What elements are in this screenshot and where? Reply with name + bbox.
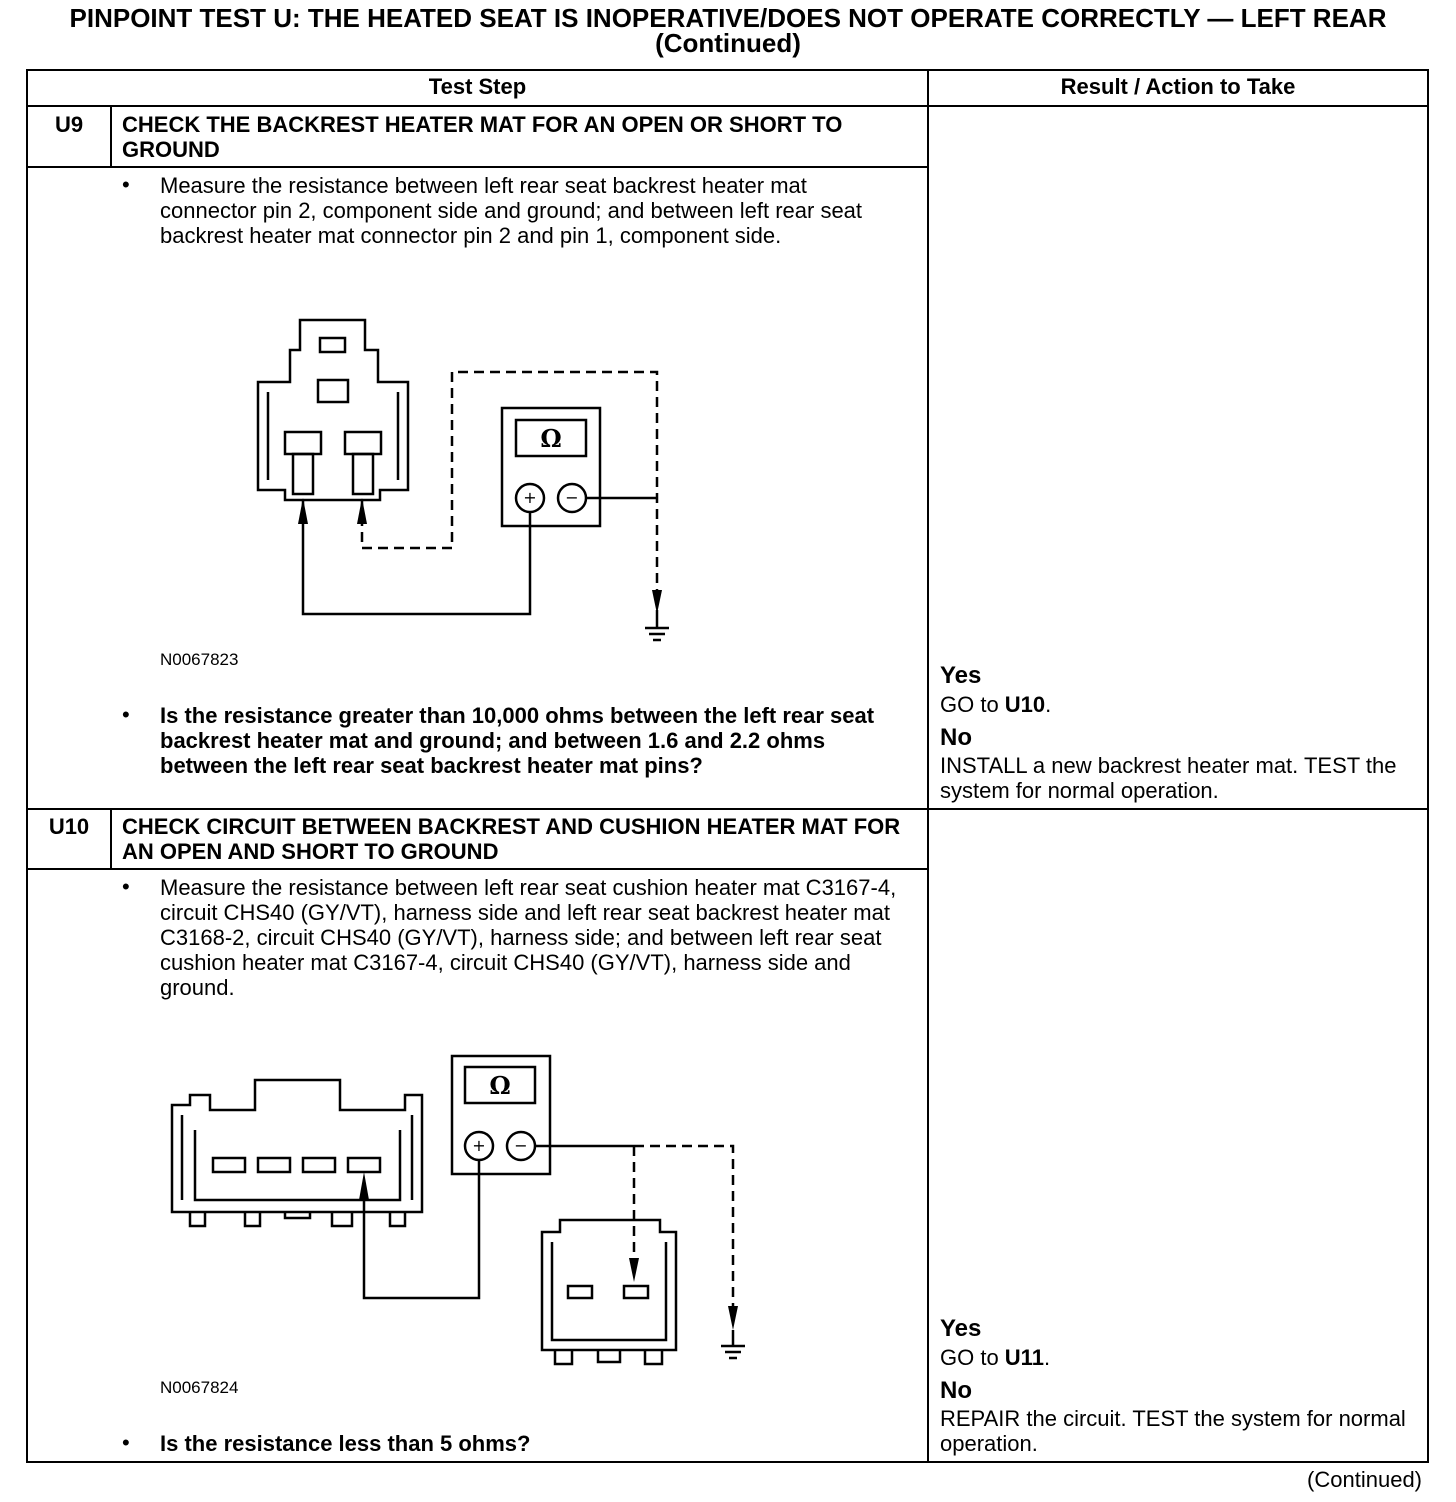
step-question: Is the resistance less than 5 ohms? — [160, 1431, 531, 1456]
connector-diagram — [240, 310, 680, 650]
svg-text:+: + — [523, 488, 537, 507]
bullet-dot: • — [122, 702, 130, 727]
result-no-text: INSTALL a new backrest heater mat. TEST the system for normal operation. — [940, 753, 1397, 803]
result-yes-label: Yes — [940, 1315, 982, 1342]
step-instruction: Measure the resistance between left rear seat backrest heater mat connector pin 2, component side and ground; and between left rear seat backrest heater mat connector pin 2 and pin 1, component side. — [160, 173, 863, 248]
svg-text:+: + — [472, 1136, 486, 1155]
meter-symbol: Ω — [540, 424, 562, 453]
meter-symbol: Ω — [489, 1071, 511, 1100]
figure-id: N0067823 — [160, 650, 239, 669]
bullet-dot: • — [122, 874, 130, 899]
header-test-step: Test Step — [428, 74, 527, 99]
figure-id: N0067824 — [160, 1378, 239, 1397]
step-id: U9 — [54, 112, 84, 137]
result-yes-text: GO to U11. — [940, 1345, 1051, 1370]
result-no-text: REPAIR the circuit. TEST the system for normal operation. — [940, 1406, 1406, 1456]
result-yes-text: GO to U10. — [940, 692, 1052, 717]
bullet-dot: • — [122, 172, 130, 197]
step-question: Is the resistance greater than 10,000 ohms between the left rear seat backrest heater mat and ground; and between 1.6 and 2.2 ohms between the left rear seat backrest heater mat pins? — [160, 703, 875, 778]
svg-text:−: − — [565, 488, 579, 507]
page-title: PINPOINT TEST U: THE HEATED SEAT IS INOPERATIVE/DOES NOT OPERATE CORRECTLY — LEFT REAR (Continued) — [69, 3, 1387, 58]
continued-note: (Continued) — [1307, 1467, 1422, 1492]
result-no-label: No — [940, 1377, 972, 1404]
step-id: U10 — [48, 814, 90, 839]
circuit-diagram — [160, 1050, 760, 1380]
header-result: Result / Action to Take — [1060, 74, 1296, 99]
step-instruction: Measure the resistance between left rear seat cushion heater mat C3167-4, circuit CHS40 (GY/VT), harness side and left rear seat backrest heater mat C3168-2, circuit CHS40 (GY/VT), harness side; and between left rear seat cushion heater mat C3167-4, circuit CHS40 (GY/VT), harness side and ground. — [160, 875, 897, 1000]
svg-text:−: − — [514, 1136, 528, 1155]
step-title: CHECK THE BACKREST HEATER MAT FOR AN OPEN OR SHORT TO GROUND — [122, 112, 843, 162]
result-yes-label: Yes — [940, 662, 982, 689]
bullet-dot: • — [122, 1430, 130, 1455]
step-title: CHECK CIRCUIT BETWEEN BACKREST AND CUSHION HEATER MAT FOR AN OPEN AND SHORT TO GROUND — [122, 814, 901, 864]
result-no-label: No — [940, 724, 972, 751]
